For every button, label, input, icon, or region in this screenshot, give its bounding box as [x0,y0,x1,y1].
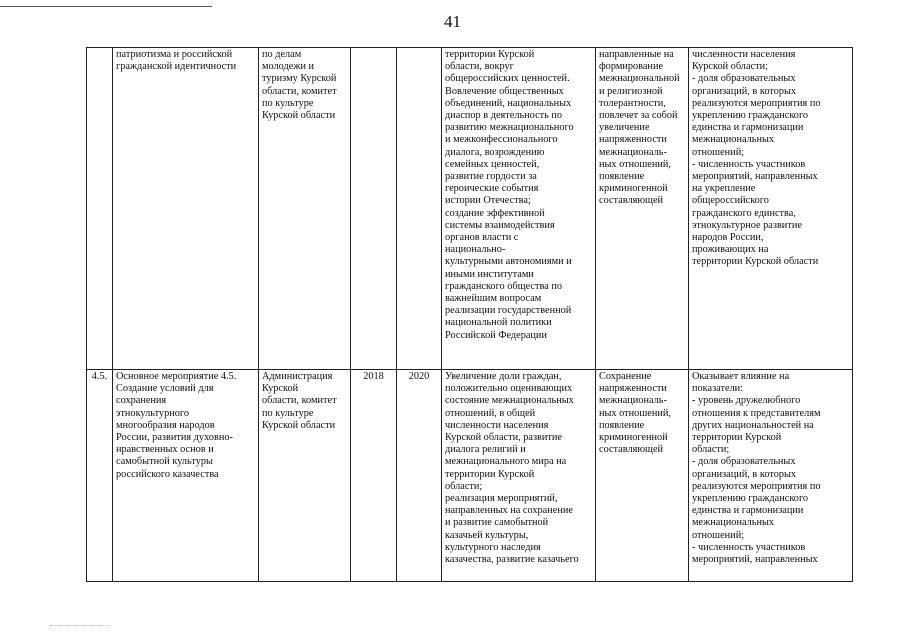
program-table [86,47,853,582]
table-row [87,370,853,582]
cell-end-year [397,48,442,370]
cell-start-year [351,48,397,370]
cell-executor: Администрация Курской области, комитет по культуре Курской области [259,370,351,582]
scan-artifact [50,625,110,627]
cell-consequences: направленные на формирование межнациональной и религиозной толерантности, повлечет за собой увеличение напряженности межнациональ- ных отношений, появление криминогенной составляющей [596,48,689,370]
cell-measure: патриотизма и российской гражданской идентичности [113,48,259,370]
cell-indicators: Оказывает влияние на показатели: - уровень дружелюбного отношения к представителям других национальностей на территории Курской области; - доля образовательных организаций, в которых реализуются мероприятия по укреплению гражданского единства и гармонизации межнациональных отношений; - численность участников мероприятий, направленных [689,370,853,582]
cell-executor: по делам молодежи и туризму Курской области, комитет по культуре Курской области [259,48,351,370]
cell-number [87,48,113,370]
table-row [87,48,853,370]
cell-expected-result: территории Курской области, вокруг общероссийских ценностей. Вовлечение общественных объединений, национальных диаспор в деятельность по развитию межнационального и межконфессионального диалога, возрождению семейных ценностей, развитие гордости за героические события истории Отечества; создание эффективной системы взаимодействия органов власти с национально- культурными автономиями и иными институтами гражданского общества по важнейшим вопросам реализации государственной национальной политики Российской Федерации [442,48,596,370]
cell-measure: Основное мероприятие 4.5. Создание условий для сохранения этнокультурного многообразия народов России, развития духовно- нравственных основ и самобытной культуры российского казачества [113,370,259,582]
cell-consequences: Сохранение напряженности межнациональ- ных отношений, появление криминогенной составляющей [596,370,689,582]
cell-start-year: 2018 [351,370,397,582]
header-rule [0,6,212,7]
cell-indicators: численности населения Курской области; - доля образовательных организаций, в которых реализуются мероприятия по укреплению гражданского единства и гармонизации межнациональных отношений; - численность участников мероприятий, направленных на укрепление общероссийского гражданского единства, этнокультурное развитие народов России, проживающих на территории Курской области [689,48,853,370]
cell-number: 4.5. [87,370,113,582]
page-number: 41 [444,12,461,31]
cell-end-year: 2020 [397,370,442,582]
cell-expected-result: Увеличение доли граждан, положительно оценивающих состояние межнациональных отношений, в общей численности населения Курской области, развитие диалога религий и межнационального мира на территории Курской области; реализация мероприятий, направленных на сохранение и развитие самобытной казачьей культуры, культурного наследия казачества, развитие казачьего [442,370,596,582]
